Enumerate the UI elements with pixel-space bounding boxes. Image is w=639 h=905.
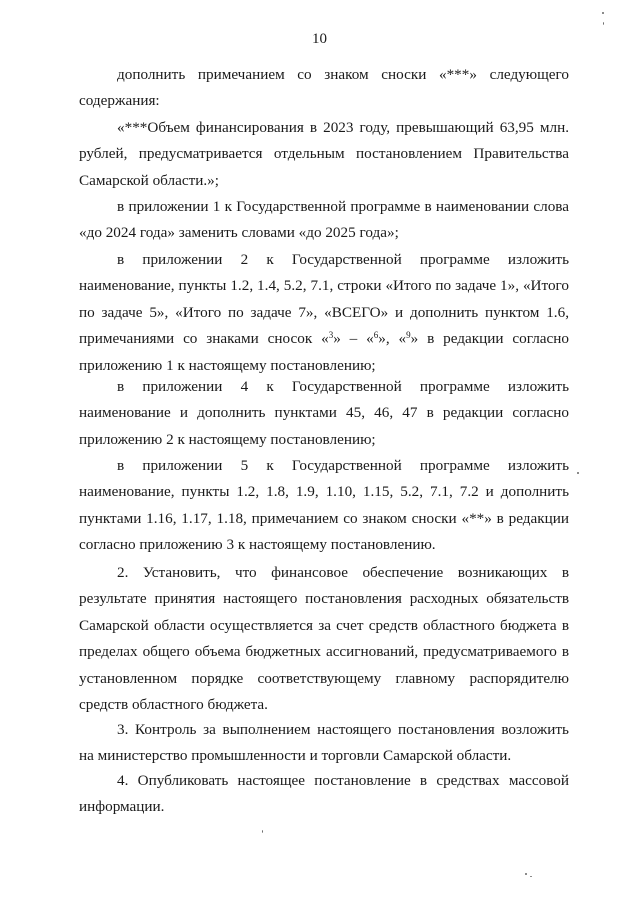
paragraph-item-4-publish: 4. Опубликовать настоящее постановление в средствах массовой информации. bbox=[79, 772, 569, 816]
paragraph-appendix-5: в приложении 5 к Государственной программе изложить наименование, пункты 1.2, 1.8, 1.9, 1.10, 1.15, 5.2, 7.1, 7.2 и дополнить пунктами 1.16, 1.17, 1.18, примечанием со знаком сноски «**» в редакции согласно приложению 3 к настоящему постановлению. bbox=[79, 457, 569, 554]
paragraph-footnote-addition: дополнить примечанием со знаком сноски «***» следующего содержания: bbox=[79, 66, 569, 110]
scan-speck bbox=[262, 830, 263, 833]
scan-speck bbox=[577, 472, 579, 474]
paragraph-item-3-control: 3. Контроль за выполнением настоящего постановления возложить на министерство промышленности и торговли Самарской области. bbox=[79, 721, 569, 765]
footnote-superscript-3: 3 bbox=[328, 330, 334, 341]
footnote-superscript-6: 6 bbox=[373, 330, 379, 341]
paragraph-financing-note: «***Объем финансирования в 2023 году, превышающий 63,95 млн. рублей, предусматривается отдельным постановлением Правительства Самарской области.»; bbox=[79, 119, 569, 189]
scan-speck bbox=[603, 22, 604, 25]
footnote-superscript-9: 9 bbox=[406, 330, 411, 341]
paragraph-appendix-2-text-a: в приложении 2 к Государственной программе изложить наименование, пункты 1.2, 1.4, 5.2, 7.1, строки «Итого по задаче 1», «Итого по задаче 5», «Итого по задаче 7», «ВСЕГО» и дополнить пунктом 1.6, примечаниями со знаками сносок « bbox=[79, 251, 569, 348]
paragraph-appendix-2-text-b: » – « bbox=[333, 330, 374, 348]
scan-speck bbox=[525, 873, 527, 875]
paragraph-appendix-1: в приложении 1 к Государственной программе в наименовании слова «до 2024 года» заменить словами «до 2025 года»; bbox=[79, 198, 569, 242]
paragraph-appendix-2-text-d: » в редакции согласно приложению 1 к настоящему постановлению; bbox=[79, 330, 569, 374]
paragraph-appendix-4: в приложении 4 к Государственной программе изложить наименование и дополнить пунктами 45, 46, 47 в редакции согласно приложению 2 к настоящему постановлению; bbox=[79, 378, 569, 448]
scan-speck bbox=[530, 876, 532, 877]
scan-speck bbox=[602, 12, 604, 14]
paragraph-item-2-financing: 2. Установить, что финансовое обеспечение возникающих в результате принятия настоящего постановления расходных обязательств Самарской области осуществляется за счет средств областного бюджета в пределах общего объема бюджетных ассигнований, предусматриваемого в установленном порядке соответствующему главному распорядителю средств областного бюджета. bbox=[79, 564, 569, 714]
page-number: 10 bbox=[312, 31, 327, 47]
paragraph-appendix-2-text-c: », « bbox=[378, 330, 407, 348]
paragraph-appendix-2 bbox=[79, 247, 569, 379]
